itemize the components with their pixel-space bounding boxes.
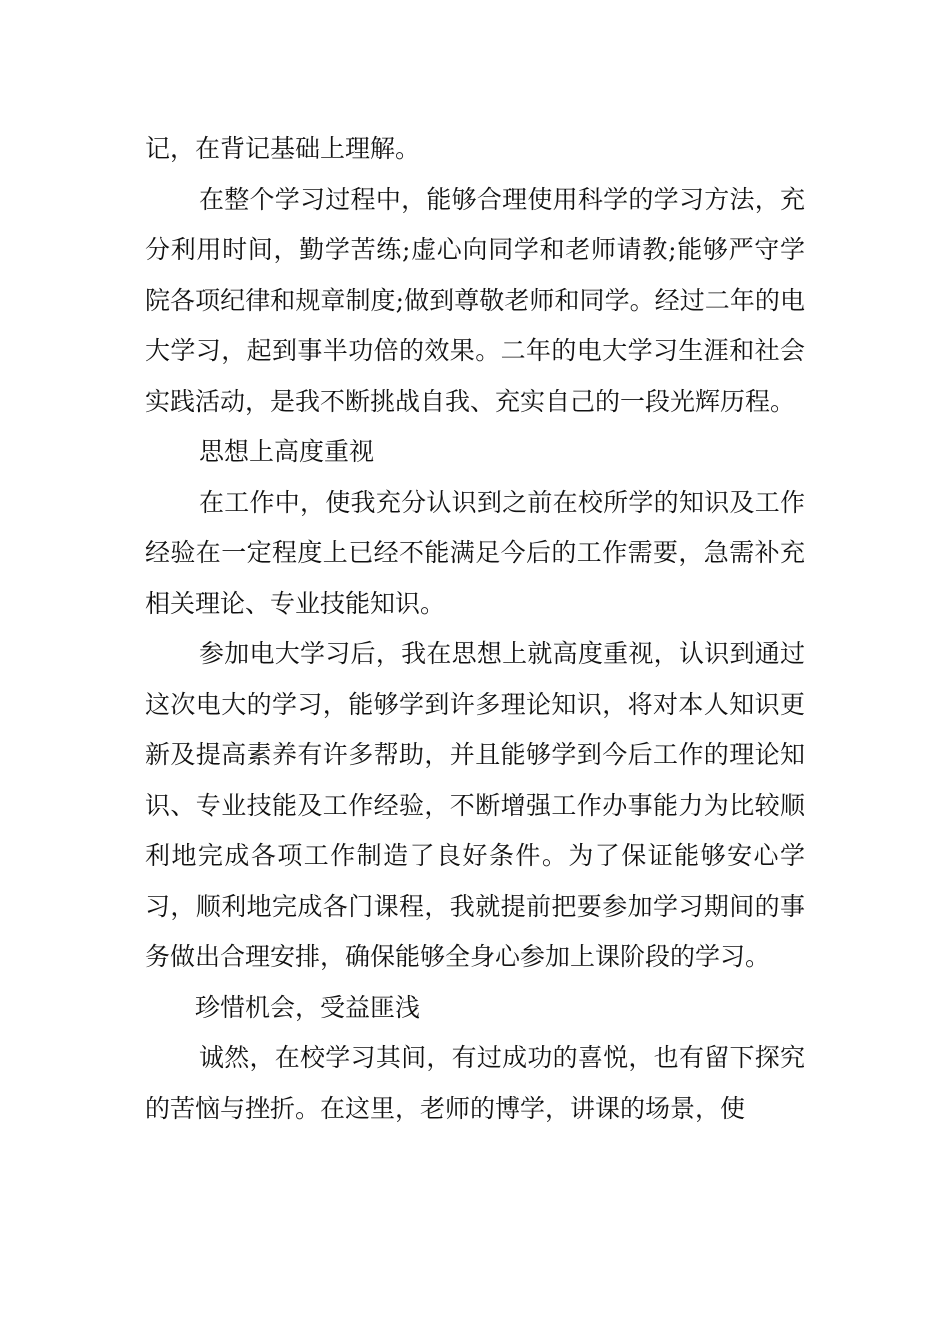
paragraph-work-realization: 在工作中，使我充分认识到之前在校所学的知识及工作经验在一定程度上已经不能满足今后的工作需要，急需补充相关理论、专业技能知识。	[145, 487, 805, 618]
document-body	[145, 124, 805, 1134]
paragraph-study-method: 在整个学习过程中，能够合理使用科学的学习方法，充分利用时间，勤学苦练;虚心向同学和老师请教;能够严守学院各项纪律和规章制度;做到尊敬老师和同学。经过二年的电大学习，起到事半功倍的效果。二年的电大学习生涯和社会实践活动，是我不断挑战自我、充实自己的一段光辉历程。	[145, 184, 805, 416]
section-heading-attitude: 思想上高度重视	[199, 437, 375, 466]
paragraph-school-experience: 诚然，在校学习其间，有过成功的喜悦，也有留下探究的苦恼与挫折。在这里，老师的博学，讲课的场景，使	[145, 1043, 805, 1123]
paragraph-continuation: 记，在背记基础上理解。	[145, 134, 421, 163]
section-heading-opportunity: 珍惜机会，受益匪浅	[195, 992, 421, 1022]
paragraph-study-commitment: 参加电大学习后，我在思想上就高度重视，认识到通过这次电大的学习，能够学到许多理论知识，将对本人知识更新及提高素养有许多帮助，并且能够学到今后工作的理论知识、专业技能及工作经验，不断增强工作办事能力为比较顺利地完成各项工作制造了良好条件。为了保证能够安心学习，顺利地完成各门课程，我就提前把要参加学习期间的事务做出合理安排，确保能够全身心参加上课阶段的学习。	[145, 639, 805, 971]
